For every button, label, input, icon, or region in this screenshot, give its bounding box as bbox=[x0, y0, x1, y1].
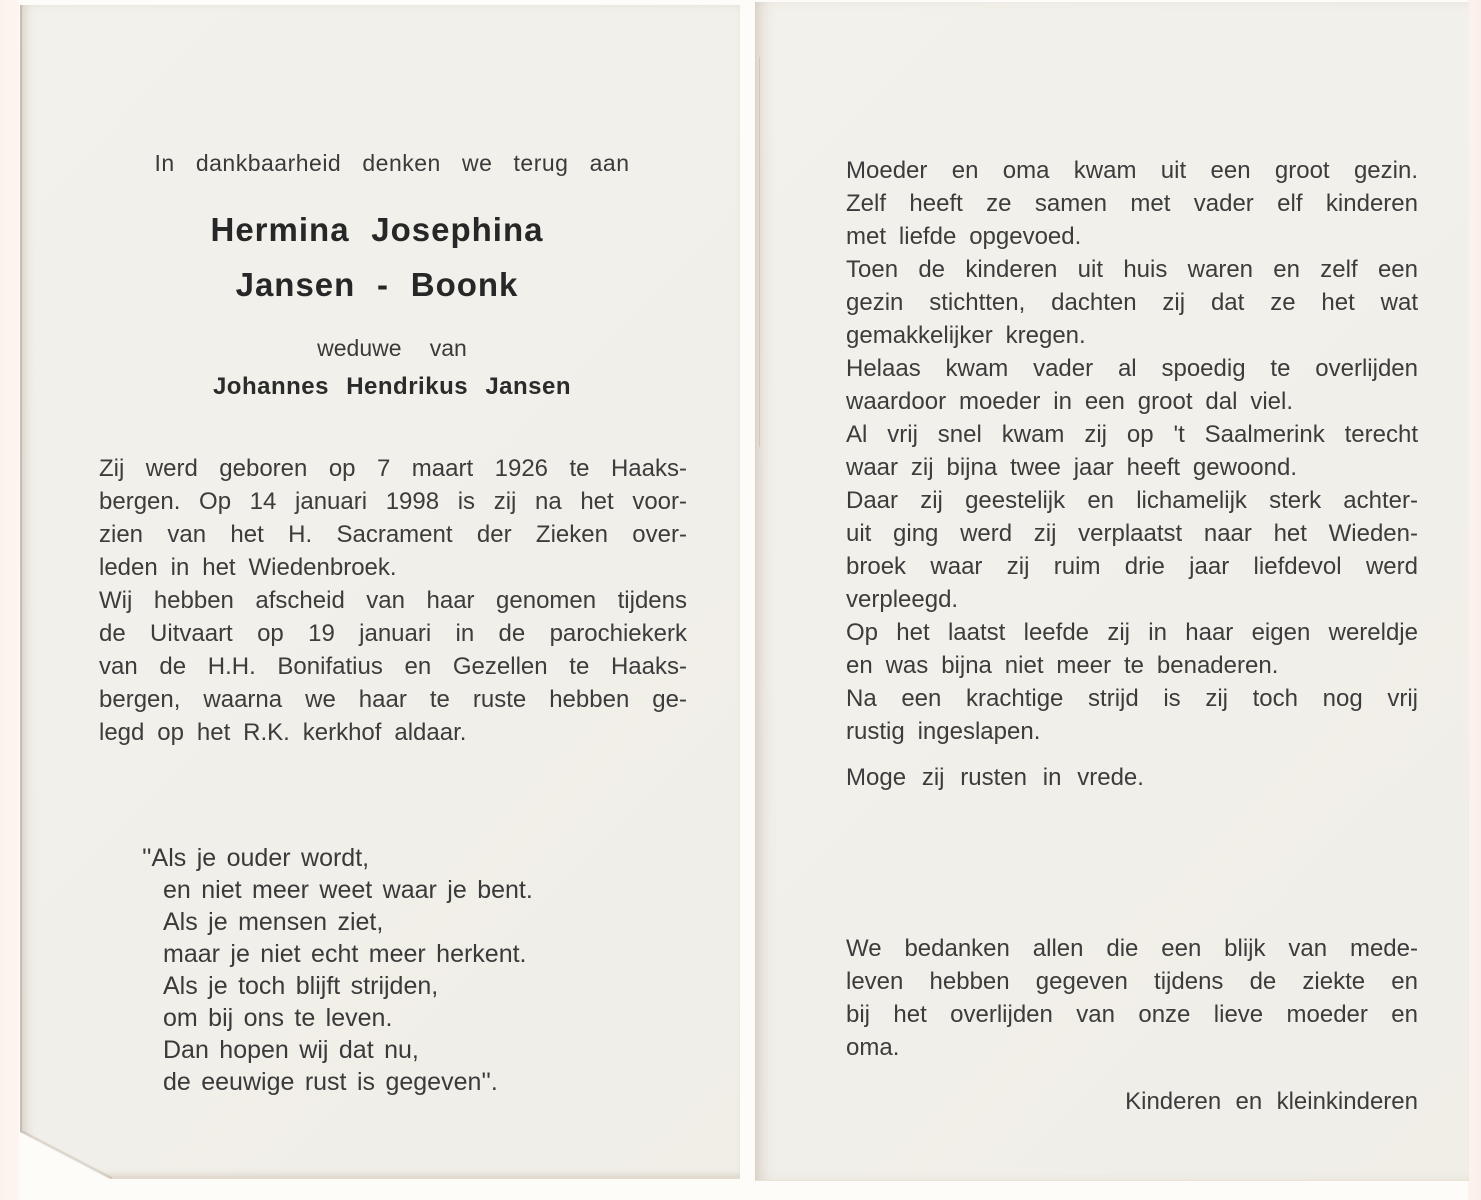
text-line: Na een krachtige strijd is zij toch nog vrij bbox=[846, 685, 1418, 712]
husband-name: Johannes Hendrikus Jansen bbox=[212, 373, 572, 400]
text-line: bergen. Op 14 januari 1998 is zij na het voor- bbox=[99, 488, 687, 515]
text-line: maar je niet echt meer herkent. bbox=[163, 940, 527, 968]
text-line: We bedanken allen die een blijk van mede- bbox=[846, 935, 1418, 962]
scan-left-edge-strip bbox=[0, 0, 19, 1200]
text-line: Toen de kinderen uit huis waren en zelf een bbox=[846, 256, 1418, 283]
text-line: om bij ons te leven. bbox=[163, 1004, 393, 1032]
relation-line: weduwe van bbox=[317, 335, 467, 361]
text-line: legd op het R.K. kerkhof aldaar. bbox=[99, 719, 467, 746]
card-left-page bbox=[20, 5, 740, 1179]
text-line: en niet meer weet waar je bent. bbox=[163, 876, 533, 904]
text-line: ''Als je ouder wordt, bbox=[142, 844, 370, 872]
text-line: Als je mensen ziet, bbox=[163, 908, 384, 936]
text-line: Dan hopen wij dat nu, bbox=[163, 1036, 419, 1064]
signature-line: Kinderen en kleinkinderen bbox=[1125, 1088, 1418, 1115]
text-line: verpleegd. bbox=[846, 586, 959, 613]
text-line: waardoor moeder in een groot dal viel. bbox=[846, 388, 1294, 415]
intro-line: In dankbaarheid denken we terug aan bbox=[154, 150, 630, 176]
text-line: zien van het H. Sacrament der Zieken over- bbox=[99, 521, 687, 548]
life-story-text bbox=[846, 154, 1418, 748]
text-line: Zij werd geboren op 7 maart 1926 te Haaks- bbox=[99, 455, 687, 482]
text-line: Op het laatst leefde zij in haar eigen wereldje bbox=[846, 619, 1418, 646]
text-line: en was bijna niet meer te benaderen. bbox=[846, 652, 1279, 679]
acknowledgement-text bbox=[846, 932, 1418, 1064]
text-line: broek waar zij ruim drie jaar liefdevol werd bbox=[846, 553, 1418, 580]
poem-text bbox=[142, 842, 602, 1098]
text-line: rustig ingeslapen. bbox=[846, 718, 1041, 745]
card-right-page bbox=[755, 2, 1469, 1181]
text-line: de Uitvaart op 19 januari in de parochiekerk bbox=[99, 620, 687, 647]
text-line: Als je toch blijft strijden, bbox=[163, 972, 439, 1000]
text-line: uit ging werd zij verplaatst naar het Wieden- bbox=[846, 520, 1418, 547]
text-line: gemakkelijker kregen. bbox=[846, 322, 1086, 349]
scan-right-edge-strip bbox=[1468, 0, 1481, 1200]
text-line: oma. bbox=[846, 1034, 900, 1061]
text-line: Moeder en oma kwam uit een groot gezin. bbox=[846, 157, 1418, 184]
text-line: Helaas kwam vader al spoedig te overlijden bbox=[846, 355, 1418, 382]
text-line: Daar zij geestelijk en lichamelijk sterk achter- bbox=[846, 487, 1418, 514]
deceased-name bbox=[82, 202, 672, 312]
text-line: Zelf heeft ze samen met vader elf kinderen bbox=[846, 190, 1418, 217]
deceased-name-line-2: Jansen - Boonk bbox=[235, 266, 519, 303]
text-line: met liefde opgevoed. bbox=[846, 223, 1082, 250]
text-line: bergen, waarna we haar te ruste hebben ge- bbox=[99, 686, 687, 713]
folded-corner bbox=[20, 1131, 112, 1179]
text-line: waar zij bijna twee jaar heeft gewoond. bbox=[846, 454, 1298, 481]
text-line: gezin stichtten, dachten zij dat ze het wat bbox=[846, 289, 1418, 316]
biography-text bbox=[99, 452, 687, 749]
text-line: de eeuwige rust is gegeven''. bbox=[163, 1068, 498, 1096]
text-line: Wij hebben afscheid van haar genomen tijdens bbox=[99, 587, 687, 614]
text-line: leven hebben gegeven tijdens de ziekte en bbox=[846, 968, 1418, 995]
text-line: leden in het Wiedenbroek. bbox=[99, 554, 397, 581]
text-line: bij het overlijden van onze lieve moeder en bbox=[846, 1001, 1418, 1028]
text-line: Al vrij snel kwam zij op 't Saalmerink terecht bbox=[846, 421, 1418, 448]
rest-in-peace-line: Moge zij rusten in vrede. bbox=[846, 764, 1144, 791]
text-line: van de H.H. Bonifatius en Gezellen te Haaks- bbox=[99, 653, 687, 680]
deceased-name-line-1: Hermina Josephina bbox=[210, 211, 544, 248]
